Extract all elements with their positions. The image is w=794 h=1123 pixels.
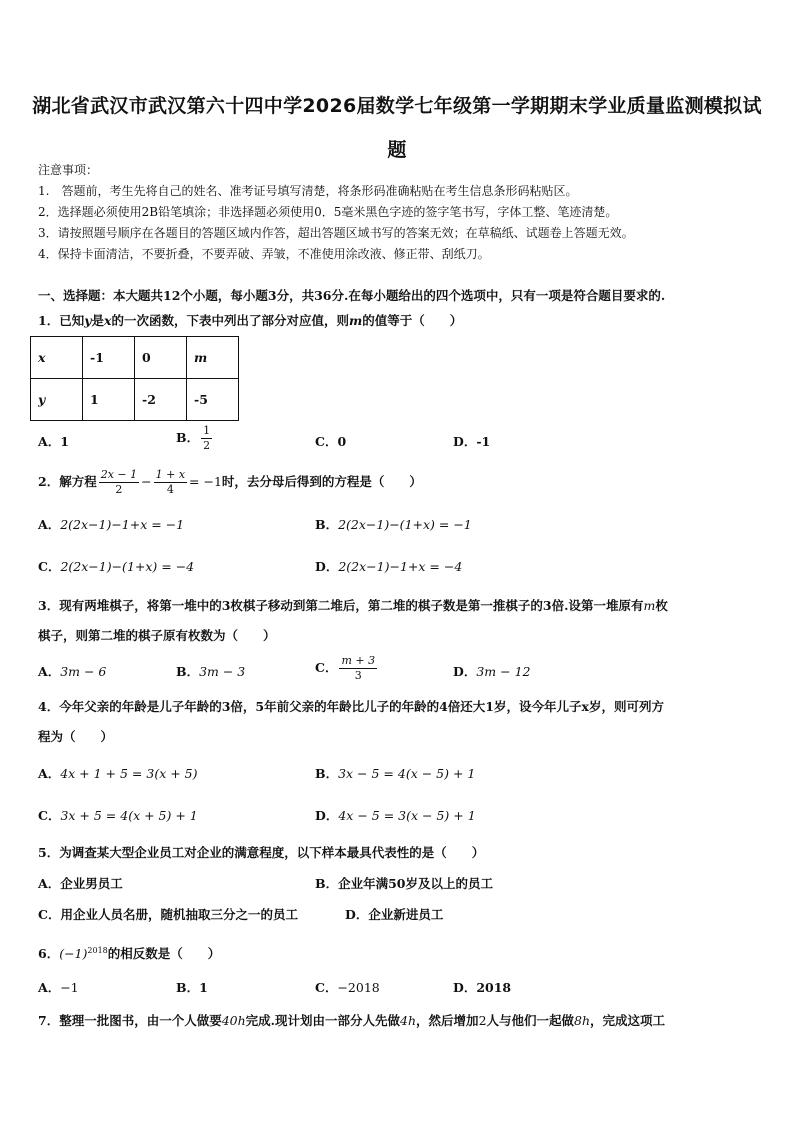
fraction [201,424,212,453]
q6-text: 的相反数是（ ） [107,946,221,962]
q6-option-d: D．2018 [453,980,512,995]
table-cell: 0 [135,337,187,379]
option-expr: −1 [60,980,79,995]
option-label: A． [38,517,61,532]
option-label: A． [38,664,61,679]
option-label: D． [315,559,339,574]
option-expr: 2(2x−1)−(1+x) = −4 [60,559,195,574]
option-expr: 3m − 6 [60,664,107,679]
numerator: 1 + x [155,468,186,481]
q2-option-b [315,515,472,535]
table-cell: x [31,337,83,379]
fraction [154,468,187,497]
option-label: C． [315,660,338,675]
table-row [31,379,239,421]
q2-text: 时，去分母后得到的方程是（ ） [221,474,422,489]
q3-text: 3．现有两堆棋子，将第一堆中的3枚棋子移动到第二堆后，第二堆的棋子数是第一推棋子的3倍.设第一堆原有 [38,598,644,613]
q7-text: ，完成这项工 [590,1013,666,1028]
notes-heading: 注意事项： [38,163,99,177]
q1-text: 是 [91,313,104,328]
q3-text: 枚 [655,598,668,613]
denominator: 2 [115,483,123,496]
option-label: C． [38,559,61,574]
denominator: 3 [354,669,362,682]
q5-option-d: D．企业新进员工 [345,907,444,922]
q3-option-c [315,654,379,683]
option-expr: 2(2x−1)−(1+x) = −1 [338,517,472,532]
q5-option-b: B．企业年满50岁及以上的员工 [315,876,493,891]
count-value: 2 [478,1013,487,1028]
denominator: 2 [203,439,211,452]
q4-option-c [38,806,198,826]
fraction [99,468,139,497]
q3-option-b [176,662,245,682]
option-label: D． [315,808,339,823]
q2-option-d [315,557,462,577]
q1-text: 的值等于（ ） [362,313,463,328]
option-expr: 3m − 12 [476,664,531,679]
option-expr: 4x + 1 + 5 = 3(x + 5) [60,766,198,781]
q1-option-b [176,424,214,453]
var-y: y [84,313,92,328]
q1-text: 1．已知 [38,313,85,328]
q1-text: 的一次函数，下表中列出了部分对应值，则 [111,313,349,328]
question-4-stem: 4．今年父亲的年龄是儿子年龄的3倍，5年前父亲的年龄比儿子的年龄的4倍还大1岁，设今年儿子x岁，则可列方 [38,699,664,714]
numerator: 1 [203,424,211,437]
time-value: 8h [574,1013,591,1028]
q6-text: 6． [38,946,60,962]
q6-option-b: B．1 [176,980,208,995]
var-m: m [348,313,363,328]
table-cell: 1 [83,379,135,421]
option-label: D． [453,664,477,679]
q2-text: 2．解方程 [38,474,97,489]
question-3-stem [38,597,764,615]
option-expr: 2(2x−1)−1+x = −1 [60,517,185,532]
power-base: (−1) [59,946,88,962]
option-label: A． [38,980,61,995]
time-value: 40h [221,1013,246,1028]
q6-option-c [315,978,380,998]
option-label: C． [315,980,338,995]
q1-option-d: D．-1 [453,434,491,449]
section-heading: 一、选择题：本大题共12个小题，每小题3分，共36分.在每小题给出的四个选项中，只有一项是符合题目要求的. [38,288,666,303]
equation-rhs: = −1 [189,474,222,489]
q7-text: ，然后增加 [416,1013,479,1028]
numerator: 2x − 1 [100,468,138,481]
numerator: m + 3 [341,654,376,667]
question-2-stem [38,468,422,497]
option-label: B． [176,430,200,445]
question-3-stem-2: 棋子，则第二堆的棋子原有枚数为（ ） [38,628,276,643]
option-expr: 3x − 5 = 4(x − 5) + 1 [338,766,476,781]
power-exponent: 2018 [87,946,108,955]
question-1-stem [38,312,764,330]
option-label: B． [315,766,339,781]
question-4-stem-2: 程为（ ） [38,729,114,744]
q2-option-a [38,515,184,535]
note-item: 3．请按照题号顺序在各题目的答题区域内作答，超出答题区域书写的答案无效；在草稿纸、试题卷上答题无效。 [38,226,634,240]
q4-option-a [38,764,198,784]
q5-option-a: A．企业男员工 [38,876,123,891]
question-6-stem [38,941,220,964]
q4-option-d [315,806,476,826]
q3-option-a [38,662,106,682]
fraction [339,654,377,683]
option-label: B． [315,517,339,532]
table-cell: -2 [135,379,187,421]
option-label: B． [176,664,200,679]
question-7-stem [38,1012,764,1030]
denominator: 4 [166,483,174,496]
q1-option-a: A．1 [38,434,69,449]
exam-title: 湖北省武汉市武汉第六十四中学2026届数学七年级第一学期期末学业质量监测模拟试题 [32,95,762,161]
q7-text: 完成.现计划由一部分人先做 [245,1013,401,1028]
option-label: A． [38,766,61,781]
q4-option-b [315,764,475,784]
table-cell: y [31,379,83,421]
var-m: m [643,598,656,613]
table-row [31,337,239,379]
time-value: 4h [400,1013,417,1028]
q3-option-d [453,662,530,682]
option-expr: −2018 [337,980,380,995]
note-item: 1. 答题前，考生先将自己的姓名、准考证号填写清楚，将条形码准确粘贴在考生信息条形码粘贴区。 [38,184,578,198]
table-cell: -5 [187,379,239,421]
operator: − [141,474,152,489]
option-label: C． [38,808,61,823]
q5-option-c: C．用企业人员名册，随机抽取三分之一的员工 [38,907,298,922]
table-cell: -1 [83,337,135,379]
q7-text: 7．整理一批图书，由一个人做要 [38,1013,222,1028]
q7-text: 人与他们一起做 [486,1013,575,1028]
option-expr: 3m − 3 [199,664,246,679]
question-5-stem: 5．为调查某大型企业员工对企业的满意程度，以下样本最具代表性的是（ ） [38,845,485,860]
q1-value-table [30,336,239,421]
var-x: x [103,313,112,328]
option-expr: 3x + 5 = 4(x + 5) + 1 [60,808,198,823]
note-item: 4．保持卡面清洁，不要折叠，不要弄破、弄皱，不准使用涂改液、修正带、刮纸刀。 [38,247,490,261]
table-cell: m [187,337,239,379]
q6-option-a [38,978,79,998]
option-expr: 2(2x−1)−1+x = −4 [338,559,463,574]
option-expr: 4x − 5 = 3(x − 5) + 1 [338,808,476,823]
q1-option-c: C．0 [315,434,347,449]
note-item: 2．选择题必须使用2B铅笔填涂；非选择题必须使用0．5毫米黑色字迹的签字笔书写，字体工整、笔迹清楚。 [38,205,618,219]
q2-option-c [38,557,194,577]
